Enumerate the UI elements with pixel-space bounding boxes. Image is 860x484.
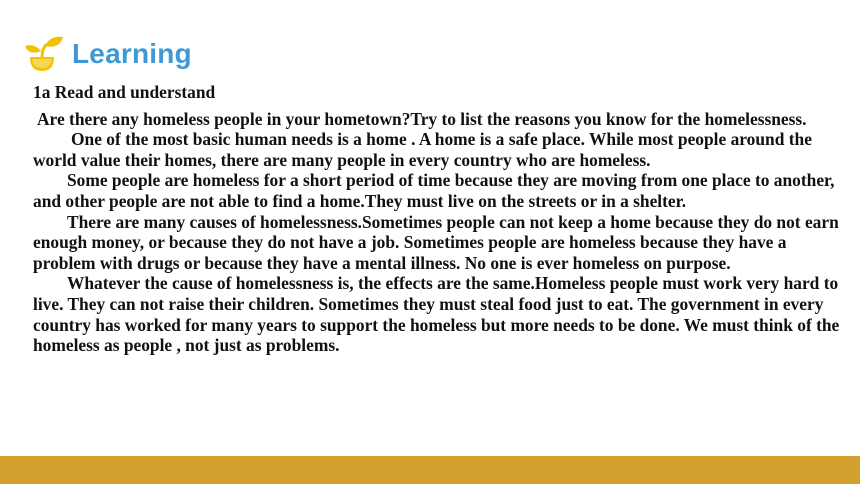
page-title: Learning [72,38,192,69]
question-prompt: Are there any homeless people in your hometown?Try to list the reasons you know for the homelessness. [37,108,807,129]
sprout-logo-icon [24,35,64,73]
passage-paragraph-2: Some people are homeless for a short period of time because they are moving from one place to another, and other people are not able to find a home.They must live on the streets or in a shelter. [33,170,835,211]
passage-paragraph-4: Whatever the cause of homelessness is, the effects are the same.Homeless people must work very hard to live. They can not raise their children. Sometimes they must steal food just to eat. The government in every country has worked for many years to support the homeless but more needs to be done. We must think of the homeless as people , not just as problems. [33,273,840,356]
slide-header [24,34,192,74]
footer-bar [0,456,860,484]
passage-paragraph-3: There are many causes of homelessness.Sometimes people can not keep a home because they do not earn enough money, or because they do not have a job. Sometimes people are homeless because they have a problem with drugs or because they have a mental illness. No one is ever homeless on purpose. [33,211,839,273]
section-label: 1a Read and understand [33,82,216,102]
passage-paragraph-1: One of the most basic human needs is a home . A home is a safe place. While most people around the world value their homes, there are many people in every country who are homeless. [33,129,812,170]
reading-passage [33,82,849,356]
